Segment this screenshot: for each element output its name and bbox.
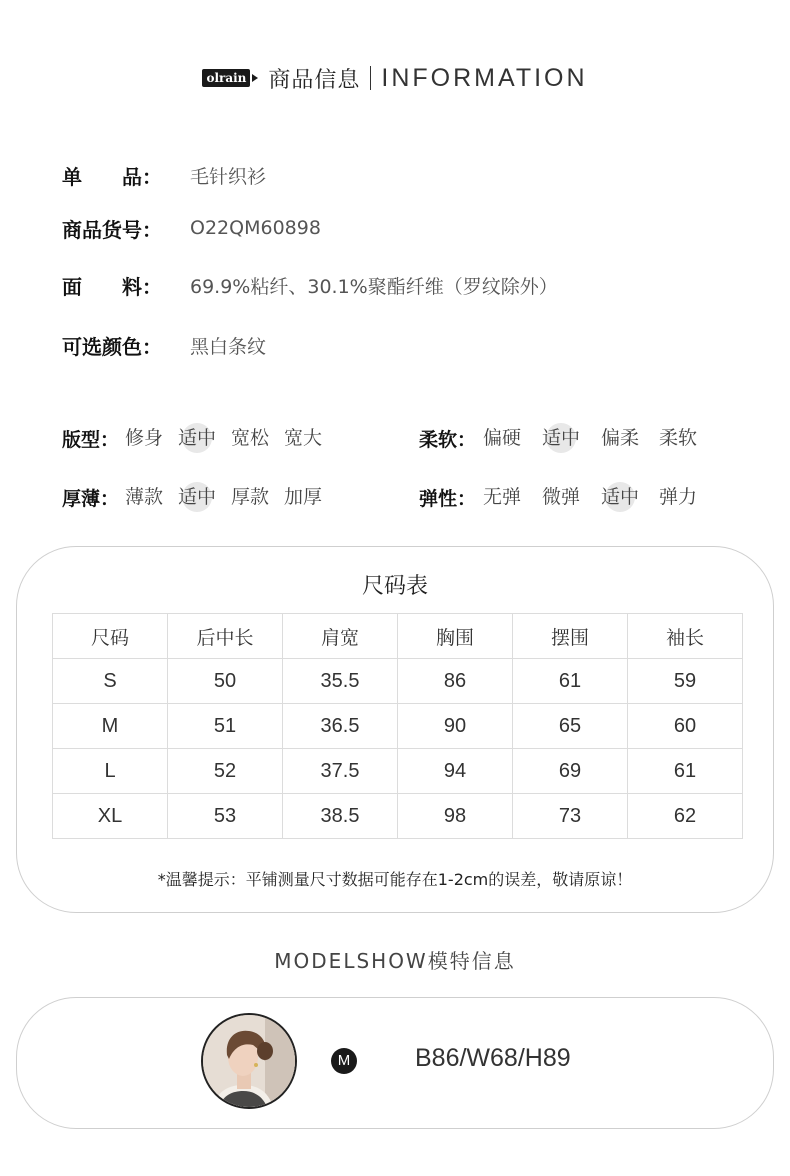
- header-divider: [370, 66, 371, 90]
- table-cell: 35.5: [283, 659, 398, 704]
- feature-option-selected: 适中: [542, 423, 580, 453]
- table-cell: 61: [628, 749, 743, 794]
- size-chart-tip: *温馨提示：平铺测量尺寸数据可能存在1-2cm的误差，敬请原谅！: [157, 870, 633, 889]
- feature-option: 无弹: [483, 486, 522, 508]
- table-header-cell: 肩宽: [283, 614, 398, 659]
- model-portrait-icon: [203, 1015, 295, 1107]
- table-cell: S: [53, 659, 168, 704]
- feature-option-selected: 适中: [178, 423, 216, 453]
- brand-logo: [202, 69, 258, 87]
- section-header: [0, 58, 790, 98]
- model-avatar: [201, 1013, 297, 1109]
- info-row-fabric: [62, 270, 558, 300]
- info-label: 商品货号：: [62, 217, 162, 242]
- header-title-en: INFORMATION: [381, 63, 588, 92]
- table-cell: 61: [513, 659, 628, 704]
- table-cell: M: [53, 704, 168, 749]
- size-chart-card: [16, 546, 774, 913]
- table-cell: 36.5: [283, 704, 398, 749]
- table-cell: 50: [168, 659, 283, 704]
- table-cell: 60: [628, 704, 743, 749]
- table-cell: 73: [513, 794, 628, 839]
- feature-option-selected: 适中: [601, 482, 639, 512]
- model-measurements: B86/W68/H89: [415, 1044, 571, 1072]
- table-cell: 94: [398, 749, 513, 794]
- feature-option: 修身: [125, 427, 164, 449]
- table-header-cell: 胸围: [398, 614, 513, 659]
- feature-softness: [419, 423, 749, 453]
- info-value: O22QM60898: [190, 217, 321, 239]
- table-header-cell: 袖长: [628, 614, 743, 659]
- table-cell: 38.5: [283, 794, 398, 839]
- table-cell: 90: [398, 704, 513, 749]
- info-label: 面 料：: [62, 274, 162, 299]
- table-cell: 37.5: [283, 749, 398, 794]
- table-row: [53, 749, 743, 794]
- model-info-card: [16, 997, 774, 1129]
- table-cell: 98: [398, 794, 513, 839]
- info-value: 69.9%粘纤、30.1%聚酯纤维（罗纹除外）: [190, 275, 558, 298]
- size-chart-title: 尺码表: [361, 574, 428, 599]
- header-title-cn: 商品信息: [268, 67, 361, 93]
- table-cell: 62: [628, 794, 743, 839]
- feature-option: 柔软: [659, 427, 698, 449]
- feature-option: 弹力: [659, 486, 698, 508]
- feature-option: 加厚: [284, 486, 323, 508]
- feature-option: 厚款: [231, 486, 270, 508]
- info-row-item: [62, 160, 266, 190]
- feature-option: 宽松: [231, 427, 270, 449]
- table-cell: 69: [513, 749, 628, 794]
- feature-option-selected: 适中: [178, 482, 216, 512]
- table-cell: 86: [398, 659, 513, 704]
- feature-label: 弹性：: [419, 487, 477, 510]
- model-size-badge: M: [331, 1048, 357, 1074]
- feature-elasticity: [419, 482, 749, 512]
- feature-option: 宽大: [284, 427, 323, 449]
- info-value: 黑白条纹: [190, 335, 267, 358]
- feature-option: 偏硬: [483, 427, 522, 449]
- table-header-row: [53, 614, 743, 659]
- table-cell: XL: [53, 794, 168, 839]
- feature-label: 版型：: [62, 428, 120, 451]
- model-section-title: MODELSHOW模特信息: [274, 949, 516, 973]
- size-table: [52, 613, 743, 839]
- table-cell: 59: [628, 659, 743, 704]
- table-cell: 51: [168, 704, 283, 749]
- feature-option: 微弹: [542, 486, 581, 508]
- feature-option: 薄款: [125, 486, 164, 508]
- feature-label: 厚薄：: [62, 487, 120, 510]
- table-row: [53, 794, 743, 839]
- info-row-sku: [62, 213, 321, 243]
- table-row: [53, 704, 743, 749]
- table-row: [53, 659, 743, 704]
- info-row-color: [62, 330, 266, 360]
- info-value: 毛针织衫: [190, 165, 267, 188]
- table-header-cell: 后中长: [168, 614, 283, 659]
- table-cell: 53: [168, 794, 283, 839]
- info-label: 可选颜色：: [62, 334, 162, 359]
- table-header-cell: 尺码: [53, 614, 168, 659]
- table-cell: L: [53, 749, 168, 794]
- table-cell: 65: [513, 704, 628, 749]
- table-header-cell: 摆围: [513, 614, 628, 659]
- feature-thickness: [62, 482, 392, 512]
- feature-option: 偏柔: [601, 427, 640, 449]
- feature-fit: [62, 423, 392, 453]
- table-cell: 52: [168, 749, 283, 794]
- brand-logo-text: olrain: [202, 69, 250, 87]
- info-label: 单 品：: [62, 164, 162, 189]
- feature-label: 柔软：: [419, 428, 477, 451]
- play-triangle-icon: [252, 74, 258, 82]
